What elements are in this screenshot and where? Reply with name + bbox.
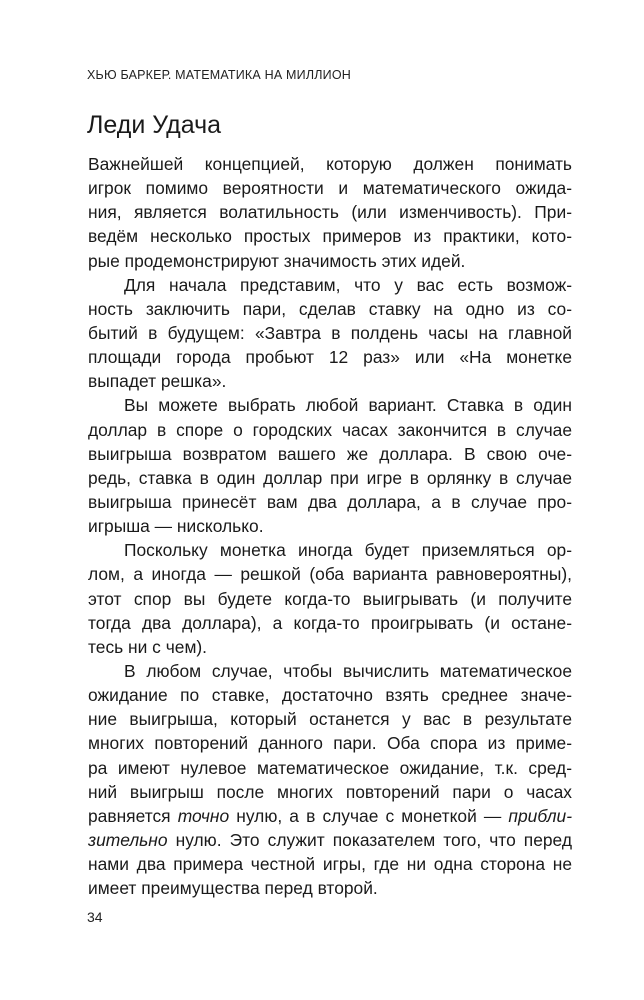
text-segment: нулю, а в случае с монеткой —: [229, 805, 509, 826]
italic-segment: прибли-: [508, 805, 572, 826]
text-segment: тогда два доллара), а когда-то проигрывать (и остане-: [88, 612, 572, 633]
text-line: [88, 611, 572, 635]
text-segment: Важнейшей концепцией, которую должен понимать: [88, 154, 572, 174]
text-line: [88, 369, 572, 393]
text-line: [88, 852, 572, 876]
text-segment: доллар в споре о городских часах закончится в случае: [88, 419, 572, 440]
text-line: [88, 587, 572, 611]
text-line: [88, 200, 572, 224]
text-line: [88, 249, 572, 273]
text-segment: ния, является волатильность (или изменчивость). При-: [88, 202, 572, 223]
text-segment: нами два примера честной игры, где ни одна сторона не: [88, 854, 572, 875]
text-segment: выпадет решка».: [88, 371, 227, 392]
text-line: [88, 876, 572, 900]
text-segment: Вы можете выбрать любой вариант. Ставка в один: [124, 395, 572, 416]
text-line: [88, 466, 572, 490]
text-line: [88, 514, 572, 538]
text-segment: имеет преимущества перед второй.: [88, 878, 378, 899]
text-segment: ожидание по ставке, достаточно взять среднее значе-: [88, 685, 572, 706]
text-segment: редь, ставка в один доллар при игре в орлянку в случае: [88, 467, 572, 488]
text-segment: равняется: [88, 805, 178, 826]
text-segment: В любом случае, чтобы вычислить математическое: [124, 660, 572, 681]
text-line: [88, 152, 572, 176]
text-line: [88, 731, 572, 755]
text-line: [88, 756, 572, 780]
italic-segment: точно: [177, 805, 230, 826]
text-segment: нулю. Это служит показателем того, что перед: [167, 829, 572, 850]
text-line: [88, 393, 572, 417]
text-line: [88, 297, 572, 321]
text-segment: ведём несколько простых примеров из практики, кото-: [88, 226, 572, 247]
text-segment: ние выигрыша, который останется у вас в результате: [88, 709, 572, 730]
text-line: [88, 273, 572, 297]
text-line: [88, 418, 572, 442]
text-segment: игрыша — нисколько.: [88, 516, 264, 537]
text-segment: лом, а иногда — решкой (оба варианта равновероятны),: [88, 564, 572, 585]
text-line: [88, 442, 572, 466]
text-line: [88, 176, 572, 200]
text-line: [88, 828, 572, 852]
text-line: [88, 635, 572, 659]
text-line: [88, 345, 572, 369]
text-line: [88, 490, 572, 514]
text-segment: тесь ни с чем).: [88, 636, 208, 657]
text-line: [88, 683, 572, 707]
text-segment: рые продемонстрируют значимость этих идей.: [88, 250, 466, 271]
text-segment: игрок помимо вероятности и математического ожида-: [88, 178, 572, 199]
text-segment: ра имеют нулевое математическое ожидание, т.к. сред-: [88, 757, 572, 778]
text-line: [88, 707, 572, 731]
italic-segment: зительно: [88, 829, 168, 850]
text-segment: бытий в будущем: «Завтра в полдень часы на главной: [88, 322, 572, 343]
text-line: [88, 224, 572, 248]
text-segment: Для начала представим, что у вас есть возмож-: [124, 274, 572, 295]
text-segment: выигрыша возвратом вашего же доллара. В свою оче-: [88, 443, 572, 464]
text-line: [88, 780, 572, 804]
text-segment: ний выигрыш после многих повторений пари о часах: [88, 781, 572, 802]
text-segment: этот спор вы будете когда-то выигрывать (и получите: [88, 588, 572, 609]
text-line: [88, 804, 572, 828]
text-line: [88, 562, 572, 586]
text-segment: Поскольку монетка иногда будет приземляться ор-: [124, 540, 572, 561]
body-text: [88, 152, 572, 900]
text-segment: площади города пробьют 12 раз» или «На монетке: [88, 347, 572, 368]
text-segment: многих повторений данного пари. Оба спора из приме-: [88, 733, 572, 754]
text-segment: выигрыша принесёт вам два доллара, а в случае про-: [88, 491, 572, 512]
text-segment: ность заключить пари, сделав ставку на одно из со-: [88, 298, 572, 319]
running-head: ХЬЮ БАРКЕР. МАТЕМАТИКА НА МИЛЛИОН: [87, 68, 351, 82]
text-line: [88, 538, 572, 562]
chapter-title: Леди Удача: [87, 111, 222, 139]
text-line: [88, 321, 572, 345]
text-line: [88, 659, 572, 683]
page-number: 34: [87, 909, 103, 925]
